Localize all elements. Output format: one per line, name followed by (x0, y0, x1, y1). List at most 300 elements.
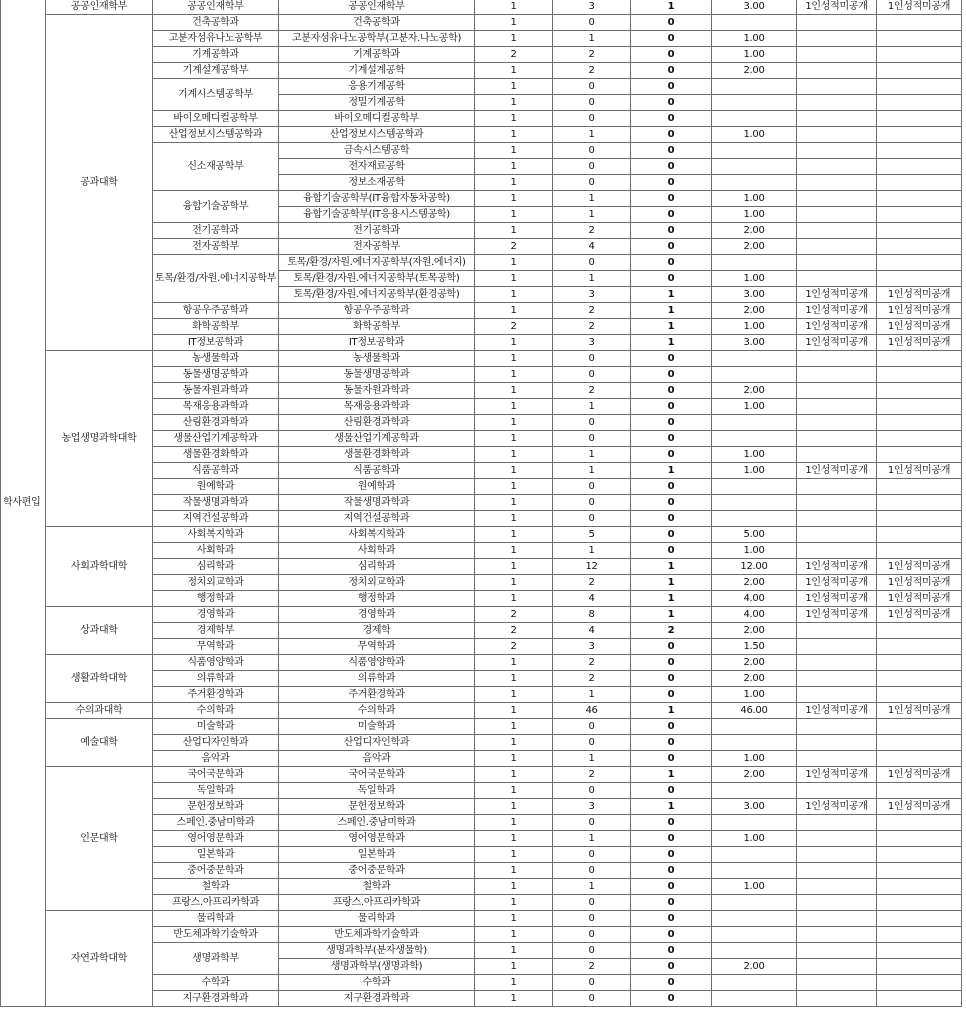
applicants-cell: 0 (553, 175, 631, 191)
score-cell (797, 623, 877, 639)
score-cell (877, 671, 962, 687)
applicants-cell: 1 (553, 207, 631, 223)
score-cell (877, 447, 962, 463)
quota-cell: 1 (475, 287, 553, 303)
score-cell (797, 159, 877, 175)
major-cell: 융합기술공학부(IT융합자동차공학) (279, 191, 475, 207)
quota-cell: 1 (475, 559, 553, 575)
score-cell (797, 975, 877, 991)
department-cell: 영어영문학과 (153, 831, 279, 847)
department-cell: 일본학과 (153, 847, 279, 863)
major-cell: 기계공학과 (279, 47, 475, 63)
score-cell (877, 943, 962, 959)
quota-cell: 1 (475, 111, 553, 127)
score-cell (797, 815, 877, 831)
major-cell: 전자공학부 (279, 239, 475, 255)
admitted-cell: 1 (631, 767, 712, 783)
score-cell (877, 959, 962, 975)
quota-cell: 1 (475, 159, 553, 175)
score-cell (797, 223, 877, 239)
competition-ratio-cell: 1.00 (712, 207, 797, 223)
applicants-cell: 0 (553, 367, 631, 383)
admitted-cell: 0 (631, 239, 712, 255)
admitted-cell: 0 (631, 111, 712, 127)
major-cell: 영어영문학과 (279, 831, 475, 847)
applicants-cell: 1 (553, 447, 631, 463)
quota-cell: 1 (475, 591, 553, 607)
major-cell: 산업디자인학과 (279, 735, 475, 751)
competition-ratio-cell (712, 255, 797, 271)
score-cell (877, 79, 962, 95)
department-cell: 전기공학과 (153, 223, 279, 239)
major-cell: 항공우주공학과 (279, 303, 475, 319)
score-cell: 1인성적미공개 (797, 799, 877, 815)
competition-ratio-cell: 1.00 (712, 879, 797, 895)
quota-cell: 1 (475, 799, 553, 815)
score-cell (797, 527, 877, 543)
score-cell (797, 255, 877, 271)
competition-ratio-cell: 2.00 (712, 655, 797, 671)
applicants-cell: 2 (553, 223, 631, 239)
quota-cell: 1 (475, 223, 553, 239)
admitted-cell: 0 (631, 31, 712, 47)
admitted-cell: 2 (631, 623, 712, 639)
department-cell: 생물환경화학과 (153, 447, 279, 463)
competition-ratio-cell: 1.00 (712, 447, 797, 463)
quota-cell: 1 (475, 479, 553, 495)
table-row (1, 351, 962, 367)
major-cell: 심리학과 (279, 559, 475, 575)
score-cell (797, 239, 877, 255)
competition-ratio-cell: 2.00 (712, 959, 797, 975)
competition-ratio-cell: 2.00 (712, 671, 797, 687)
competition-ratio-cell: 1.00 (712, 399, 797, 415)
score-cell (797, 687, 877, 703)
department-cell: 의류학과 (153, 671, 279, 687)
admitted-cell: 0 (631, 351, 712, 367)
quota-cell: 1 (475, 991, 553, 1007)
score-cell (877, 271, 962, 287)
admitted-cell: 0 (631, 943, 712, 959)
department-cell: 산림환경과학과 (153, 415, 279, 431)
applicants-cell: 2 (553, 319, 631, 335)
competition-ratio-cell: 1.00 (712, 831, 797, 847)
department-cell: 작물생명과학과 (153, 495, 279, 511)
department-cell: 공공인재학부 (153, 0, 279, 15)
quota-cell: 1 (475, 927, 553, 943)
college-cell: 농업생명과학대학 (46, 351, 153, 527)
major-cell: 사회학과 (279, 543, 475, 559)
admitted-cell: 0 (631, 271, 712, 287)
major-cell: 목재응용과학과 (279, 399, 475, 415)
quota-cell: 2 (475, 47, 553, 63)
applicants-cell: 0 (553, 975, 631, 991)
competition-ratio-cell: 4.00 (712, 591, 797, 607)
department-cell: 중어중문학과 (153, 863, 279, 879)
score-cell (797, 495, 877, 511)
applicants-cell: 12 (553, 559, 631, 575)
admitted-cell: 0 (631, 511, 712, 527)
score-cell: 1인성적미공개 (877, 767, 962, 783)
table-row (1, 0, 962, 15)
applicants-cell: 3 (553, 799, 631, 815)
competition-ratio-cell (712, 975, 797, 991)
college-cell: 사회과학대학 (46, 527, 153, 607)
score-cell (877, 63, 962, 79)
major-cell: 무역학과 (279, 639, 475, 655)
college-cell: 인문대학 (46, 767, 153, 911)
quota-cell: 1 (475, 63, 553, 79)
score-cell (797, 431, 877, 447)
department-cell: 무역학과 (153, 639, 279, 655)
quota-cell: 1 (475, 351, 553, 367)
competition-ratio-cell: 1.00 (712, 751, 797, 767)
applicants-cell: 8 (553, 607, 631, 623)
quota-cell: 1 (475, 15, 553, 31)
admitted-cell: 1 (631, 799, 712, 815)
applicants-cell: 0 (553, 911, 631, 927)
applicants-cell: 0 (553, 783, 631, 799)
major-cell: 토목/환경/자원.에너지공학부(자원.에너지) (279, 255, 475, 271)
score-cell (797, 271, 877, 287)
score-cell (877, 719, 962, 735)
score-cell (877, 175, 962, 191)
score-cell (797, 399, 877, 415)
department-cell: 철학과 (153, 879, 279, 895)
competition-ratio-cell: 1.00 (712, 31, 797, 47)
score-cell: 1인성적미공개 (877, 591, 962, 607)
quota-cell: 1 (475, 447, 553, 463)
applicants-cell: 0 (553, 927, 631, 943)
applicants-cell: 2 (553, 47, 631, 63)
admitted-cell: 0 (631, 911, 712, 927)
department-cell: 토목/환경/자원.에너지공학부 (153, 255, 279, 303)
applicants-cell: 1 (553, 831, 631, 847)
department-cell: 신소재공학부 (153, 143, 279, 191)
competition-ratio-cell: 1.00 (712, 687, 797, 703)
score-cell (797, 639, 877, 655)
table-row (1, 911, 962, 927)
score-cell (877, 383, 962, 399)
score-cell (797, 671, 877, 687)
score-cell (877, 207, 962, 223)
major-cell: 수학과 (279, 975, 475, 991)
score-cell: 1인성적미공개 (877, 335, 962, 351)
major-cell: 생물산업기계공학과 (279, 431, 475, 447)
applicants-cell: 4 (553, 591, 631, 607)
department-cell: IT정보공학과 (153, 335, 279, 351)
score-cell (797, 79, 877, 95)
quota-cell: 1 (475, 687, 553, 703)
major-cell: 화학공학부 (279, 319, 475, 335)
score-cell (797, 47, 877, 63)
competition-ratio-cell (712, 735, 797, 751)
quota-cell: 1 (475, 527, 553, 543)
competition-ratio-cell: 1.00 (712, 543, 797, 559)
major-cell: 스페인.중남미학과 (279, 815, 475, 831)
applicants-cell: 1 (553, 191, 631, 207)
admitted-cell: 1 (631, 319, 712, 335)
competition-ratio-cell (712, 863, 797, 879)
score-cell (797, 143, 877, 159)
score-cell: 1인성적미공개 (877, 319, 962, 335)
college-cell: 생활과학대학 (46, 655, 153, 703)
applicants-cell: 0 (553, 495, 631, 511)
score-cell: 1인성적미공개 (797, 767, 877, 783)
applicants-cell: 0 (553, 159, 631, 175)
score-cell (877, 159, 962, 175)
department-cell: 기계공학과 (153, 47, 279, 63)
department-cell: 고분자섬유나노공학부 (153, 31, 279, 47)
quota-cell: 1 (475, 575, 553, 591)
department-cell: 수의학과 (153, 703, 279, 719)
department-cell: 건축공학과 (153, 15, 279, 31)
quota-cell: 1 (475, 79, 553, 95)
quota-cell: 2 (475, 319, 553, 335)
competition-ratio-cell (712, 847, 797, 863)
score-cell (877, 543, 962, 559)
department-cell: 경제학부 (153, 623, 279, 639)
admitted-cell: 0 (631, 719, 712, 735)
competition-ratio-cell: 2.00 (712, 303, 797, 319)
quota-cell: 1 (475, 367, 553, 383)
applicants-cell: 5 (553, 527, 631, 543)
score-cell (797, 735, 877, 751)
score-cell (797, 655, 877, 671)
admitted-cell: 1 (631, 607, 712, 623)
score-cell (877, 495, 962, 511)
quota-cell: 1 (475, 399, 553, 415)
competition-ratio-cell (712, 927, 797, 943)
major-cell: 정밀기계공학 (279, 95, 475, 111)
department-cell: 화학공학부 (153, 319, 279, 335)
department-cell: 국어국문학과 (153, 767, 279, 783)
applicants-cell: 2 (553, 63, 631, 79)
score-cell: 1인성적미공개 (877, 703, 962, 719)
department-cell: 지역건설공학과 (153, 511, 279, 527)
competition-ratio-cell: 46.00 (712, 703, 797, 719)
major-cell: 정치외교학과 (279, 575, 475, 591)
major-cell: 작물생명과학과 (279, 495, 475, 511)
competition-ratio-cell (712, 895, 797, 911)
applicants-cell: 0 (553, 479, 631, 495)
score-cell (877, 399, 962, 415)
score-cell (877, 511, 962, 527)
major-cell: 전자재료공학 (279, 159, 475, 175)
quota-cell: 1 (475, 511, 553, 527)
score-cell (877, 31, 962, 47)
applicants-cell: 1 (553, 687, 631, 703)
admitted-cell: 0 (631, 447, 712, 463)
quota-cell: 1 (475, 895, 553, 911)
admitted-cell: 1 (631, 591, 712, 607)
major-cell: 반도체과학기술학과 (279, 927, 475, 943)
competition-ratio-cell (712, 783, 797, 799)
competition-ratio-cell: 2.00 (712, 223, 797, 239)
quota-cell: 1 (475, 783, 553, 799)
applicants-cell: 1 (553, 271, 631, 287)
admitted-cell: 1 (631, 287, 712, 303)
department-cell: 융합기술공학부 (153, 191, 279, 223)
score-cell: 1인성적미공개 (877, 303, 962, 319)
department-cell: 동물생명공학과 (153, 367, 279, 383)
score-cell: 1인성적미공개 (877, 607, 962, 623)
college-cell: 수의과대학 (46, 703, 153, 719)
major-cell: 의류학과 (279, 671, 475, 687)
competition-ratio-cell (712, 495, 797, 511)
score-cell (797, 127, 877, 143)
applicants-cell: 4 (553, 239, 631, 255)
applicants-cell: 2 (553, 655, 631, 671)
competition-ratio-cell: 2.00 (712, 63, 797, 79)
score-cell (877, 223, 962, 239)
competition-ratio-cell: 12.00 (712, 559, 797, 575)
applicants-cell: 1 (553, 543, 631, 559)
admitted-cell: 0 (631, 655, 712, 671)
score-cell (877, 735, 962, 751)
major-cell: 철학과 (279, 879, 475, 895)
score-cell: 1인성적미공개 (797, 335, 877, 351)
major-cell: 물리학과 (279, 911, 475, 927)
applicants-cell: 4 (553, 623, 631, 639)
major-cell: 토목/환경/자원.에너지공학부(토목공학) (279, 271, 475, 287)
score-cell: 1인성적미공개 (877, 287, 962, 303)
admitted-cell: 0 (631, 15, 712, 31)
quota-cell: 1 (475, 767, 553, 783)
applicants-cell: 3 (553, 287, 631, 303)
applicants-cell: 3 (553, 639, 631, 655)
department-cell: 음악과 (153, 751, 279, 767)
admitted-cell: 0 (631, 831, 712, 847)
department-cell: 전자공학부 (153, 239, 279, 255)
score-cell (797, 751, 877, 767)
college-cell: 상과대학 (46, 607, 153, 655)
department-cell: 주거환경학과 (153, 687, 279, 703)
department-cell: 식품영양학과 (153, 655, 279, 671)
major-cell: 건축공학과 (279, 15, 475, 31)
score-cell (797, 383, 877, 399)
admitted-cell: 0 (631, 687, 712, 703)
table-row (1, 767, 962, 783)
table-row (1, 15, 962, 31)
table-row (1, 527, 962, 543)
major-cell: 문헌정보학과 (279, 799, 475, 815)
competition-ratio-cell (712, 175, 797, 191)
score-cell: 1인성적미공개 (797, 559, 877, 575)
competition-ratio-cell: 1.00 (712, 191, 797, 207)
department-cell: 사회복지학과 (153, 527, 279, 543)
admitted-cell: 0 (631, 191, 712, 207)
competition-ratio-cell (712, 911, 797, 927)
applicants-cell: 1 (553, 751, 631, 767)
score-cell (877, 639, 962, 655)
admitted-cell: 0 (631, 159, 712, 175)
table-row (1, 655, 962, 671)
score-cell (797, 111, 877, 127)
quota-cell: 1 (475, 415, 553, 431)
department-cell: 기계시스템공학부 (153, 79, 279, 111)
score-cell (877, 847, 962, 863)
admitted-cell: 0 (631, 991, 712, 1007)
admitted-cell: 0 (631, 143, 712, 159)
competition-ratio-cell: 5.00 (712, 527, 797, 543)
competition-ratio-cell (712, 943, 797, 959)
score-cell (797, 415, 877, 431)
quota-cell: 1 (475, 879, 553, 895)
competition-ratio-cell (712, 159, 797, 175)
admitted-cell: 0 (631, 927, 712, 943)
admitted-cell: 0 (631, 383, 712, 399)
major-cell: 사회복지학과 (279, 527, 475, 543)
admitted-cell: 0 (631, 751, 712, 767)
score-cell: 1인성적미공개 (797, 0, 877, 15)
score-cell (877, 143, 962, 159)
major-cell: 농생물학과 (279, 351, 475, 367)
department-cell: 생명과학부 (153, 943, 279, 975)
applicants-cell: 0 (553, 863, 631, 879)
admission-type-cell: 학사편입 (1, 0, 46, 1007)
competition-ratio-cell (712, 111, 797, 127)
department-cell: 독일학과 (153, 783, 279, 799)
department-cell: 문헌정보학과 (153, 799, 279, 815)
quota-cell: 2 (475, 607, 553, 623)
major-cell: 식품공학과 (279, 463, 475, 479)
competition-ratio-cell: 1.00 (712, 127, 797, 143)
competition-ratio-cell: 3.00 (712, 799, 797, 815)
quota-cell: 1 (475, 143, 553, 159)
applicants-cell: 0 (553, 95, 631, 111)
quota-cell: 1 (475, 431, 553, 447)
applicants-cell: 0 (553, 735, 631, 751)
score-cell (797, 191, 877, 207)
score-cell (877, 655, 962, 671)
competition-ratio-cell (712, 15, 797, 31)
competition-ratio-cell: 2.00 (712, 623, 797, 639)
score-cell (877, 191, 962, 207)
admitted-cell: 0 (631, 975, 712, 991)
quota-cell: 1 (475, 847, 553, 863)
quota-cell: 2 (475, 623, 553, 639)
score-cell: 1인성적미공개 (797, 607, 877, 623)
major-cell: 동물자원과학과 (279, 383, 475, 399)
department-cell: 스페인.중남미학과 (153, 815, 279, 831)
admitted-cell: 0 (631, 367, 712, 383)
major-cell: 동물생명공학과 (279, 367, 475, 383)
score-cell (877, 527, 962, 543)
major-cell: 수의학과 (279, 703, 475, 719)
quota-cell: 1 (475, 175, 553, 191)
quota-cell: 1 (475, 655, 553, 671)
score-cell: 1인성적미공개 (797, 319, 877, 335)
score-cell (797, 351, 877, 367)
admitted-cell: 0 (631, 175, 712, 191)
quota-cell: 1 (475, 191, 553, 207)
competition-ratio-cell: 4.00 (712, 607, 797, 623)
score-cell (877, 687, 962, 703)
table-row (1, 607, 962, 623)
competition-ratio-cell: 1.00 (712, 47, 797, 63)
competition-ratio-cell (712, 815, 797, 831)
score-cell: 1인성적미공개 (797, 703, 877, 719)
admitted-cell: 0 (631, 863, 712, 879)
major-cell: 행정학과 (279, 591, 475, 607)
score-cell: 1인성적미공개 (797, 463, 877, 479)
department-cell: 기계설계공학부 (153, 63, 279, 79)
score-cell (797, 31, 877, 47)
admitted-cell: 0 (631, 415, 712, 431)
score-cell (877, 991, 962, 1007)
applicants-cell: 1 (553, 399, 631, 415)
